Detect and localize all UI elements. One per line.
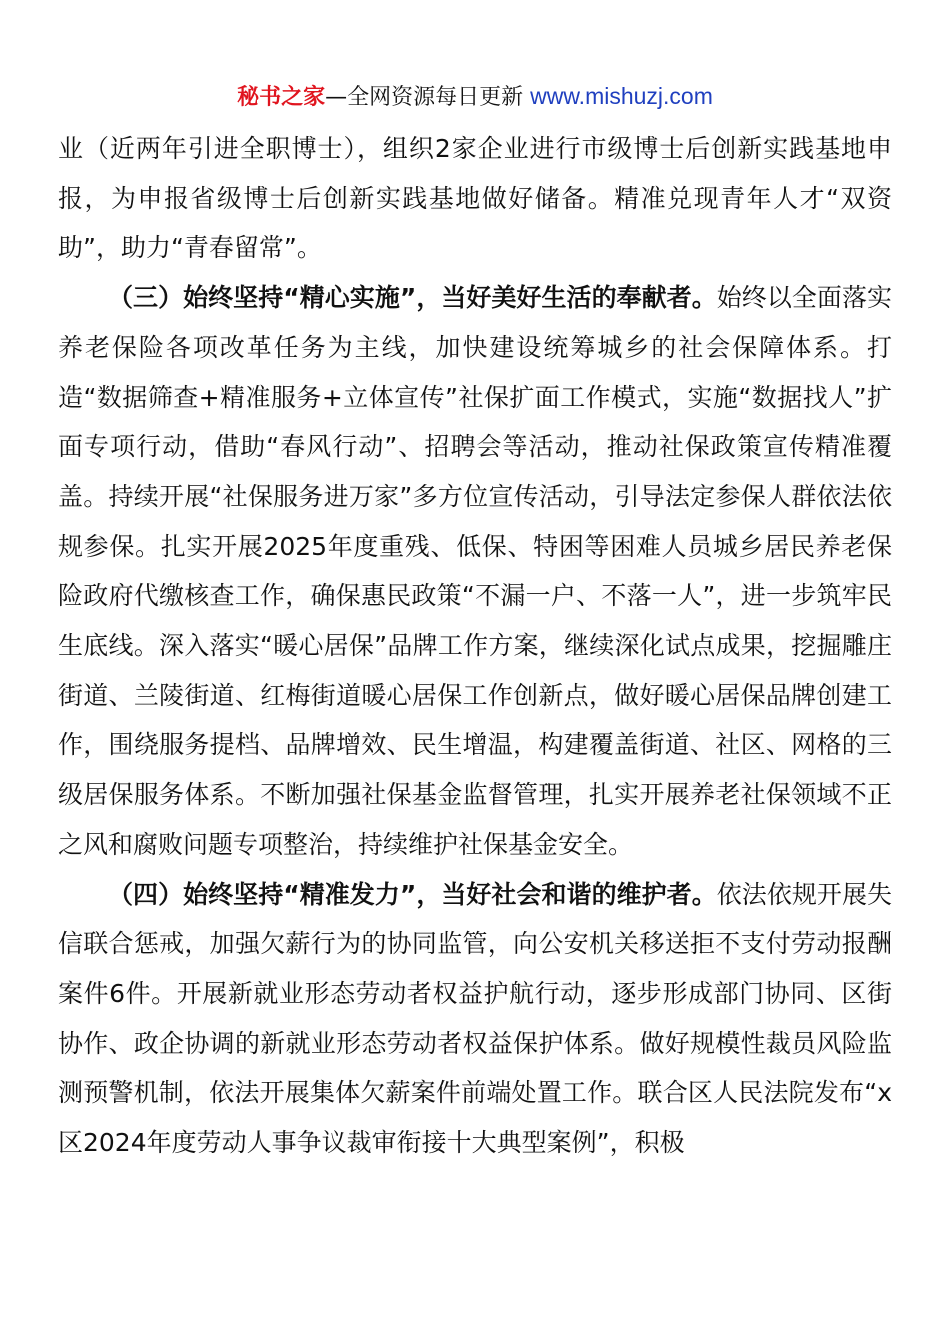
paragraph-section-4 xyxy=(58,870,892,1168)
paragraph-text: 业（近两年引进全职博士），组织2家企业进行市级博士后创新实践基地申报，为申报省级博士后创新实践基地做好储备。精准兑现青年人才“双资助”，助力“青春留常”。 xyxy=(58,134,892,263)
section-heading: （三）始终坚持“精心实施”，当好美好生活的奉献者。 xyxy=(108,283,717,313)
paragraph-text: 依法依规开展失信联合惩戒，加强欠薪行为的协同监管，向公安机关移送拒不支付劳动报酬案件6件。开展新就业形态劳动者权益护航行动，逐步形成部门协同、区街协作、政企协调的新就业形态劳动者权益保护体系。做好规模性裁员风险监测预警机制，依法开展集体欠薪案件前端处置工作。联合区人民法院发布“x区2024年度劳动人事争议裁审衔接十大典型案例”，积极 xyxy=(58,879,892,1158)
paragraph-text: 始终以全面落实养老保险各项改革任务为主线，加快建设统筹城乡的社会保障体系。打造“数据筛查+精准服务+立体宣传”社保扩面工作模式，实施“数据找人”扩面专项行动，借助“春风行动”、招聘会等活动，推动社保政策宣传精准覆盖。持续开展“社保服务进万家”多方位宣传活动，引导法定参保人群依法依规参保。扎实开展2025年度重残、低保、特困等困难人员城乡居民养老保险政府代缴核查工作，确保惠民政策“不漏一户、不落一人”，进一步筑牢民生底线。深入落实“暖心居保”品牌工作方案，继续深化试点成果，挖掘雕庄街道、兰陵街道、红梅街道暖心居保工作创新点，做好暖心居保品牌创建工作，围绕服务提档、品牌增效、民生增温，构建覆盖街道、社区、网格的三级居保服务体系。不断加强社保基金监督管理，扎实开展养老社保领域不正之风和腐败问题专项整治，持续维护社保基金安全。 xyxy=(58,283,892,859)
paragraph-section-3 xyxy=(58,273,892,869)
header-tagline: —全网资源每日更新 xyxy=(325,85,531,110)
paragraph-continuation xyxy=(58,124,892,273)
section-heading: （四）始终坚持“精准发力”，当好社会和谐的维护者。 xyxy=(108,879,717,909)
brand-name: 秘书之家 xyxy=(237,85,326,110)
site-url-link[interactable]: www.mishuzj.com xyxy=(530,83,713,109)
site-header xyxy=(0,80,950,114)
document-body xyxy=(58,124,892,1168)
